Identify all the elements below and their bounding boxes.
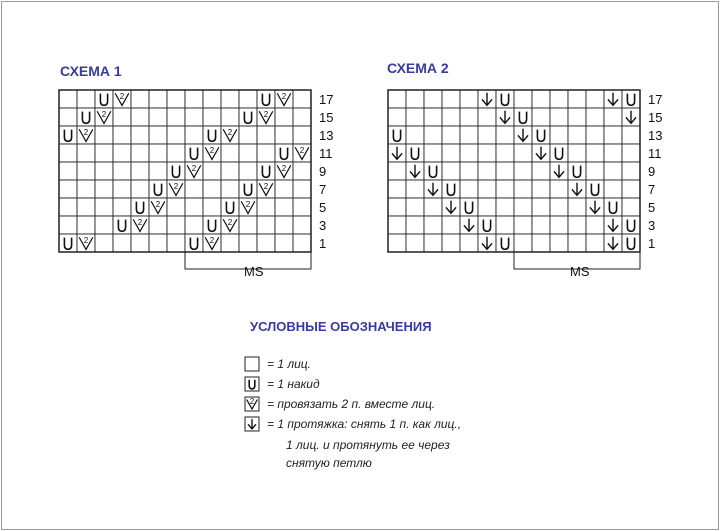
chart-cell — [293, 162, 311, 180]
chart-cell — [406, 126, 424, 144]
row-number: 1 — [319, 236, 327, 252]
chart-cell — [113, 180, 131, 198]
chart-cell — [586, 90, 604, 108]
chart-cell — [478, 126, 496, 144]
k2tog-digit: 2 — [119, 92, 125, 101]
chart-cell — [496, 198, 514, 216]
chart-cell — [478, 162, 496, 180]
row-number: 11 — [648, 146, 662, 162]
chart-cell — [149, 108, 167, 126]
chart-cell — [388, 216, 406, 234]
row-number: 5 — [648, 200, 656, 216]
row-number: 5 — [319, 200, 327, 216]
k2tog-digit: 2 — [245, 200, 251, 209]
chart-cell — [424, 198, 442, 216]
chart-cell — [203, 108, 221, 126]
chart-cell — [131, 180, 149, 198]
chart-cell — [442, 144, 460, 162]
chart-cell — [586, 126, 604, 144]
legend — [245, 357, 461, 431]
chart-cell — [131, 90, 149, 108]
chart-cell — [550, 180, 568, 198]
chart-cell — [532, 108, 550, 126]
chart-cell — [424, 234, 442, 252]
k2tog-digit: 2 — [173, 182, 179, 191]
chart-cell — [59, 180, 77, 198]
chart-cell — [550, 234, 568, 252]
chart-cell — [406, 90, 424, 108]
chart-cell — [275, 180, 293, 198]
k2tog-digit: 2 — [155, 200, 161, 209]
chart-cell — [293, 126, 311, 144]
legend-item-text: = 1 протяжка: снять 1 п. как лиц., — [267, 417, 462, 431]
chart-cell — [442, 108, 460, 126]
chart-cell — [478, 180, 496, 198]
chart-cell — [203, 198, 221, 216]
chart-cell — [478, 144, 496, 162]
row-number: 7 — [319, 182, 327, 198]
chart-cell — [293, 198, 311, 216]
chart-cell — [460, 180, 478, 198]
chart-cell — [95, 234, 113, 252]
chart-cell — [532, 90, 550, 108]
k2tog-digit: 2 — [227, 128, 233, 137]
chart-cell — [131, 144, 149, 162]
k2tog-digit: 2 — [83, 236, 89, 245]
chart-cell — [550, 126, 568, 144]
chart-cell — [113, 108, 131, 126]
row-number: 17 — [648, 92, 663, 108]
chart-cell — [550, 90, 568, 108]
k2tog-digit: 2 — [299, 146, 305, 155]
chart-cell — [167, 90, 185, 108]
chart-cell — [424, 144, 442, 162]
row-number: 13 — [648, 128, 663, 144]
row-number: 9 — [648, 164, 656, 180]
chart-cell — [95, 126, 113, 144]
chart-cell — [95, 162, 113, 180]
chart-cell — [77, 162, 95, 180]
chart-cell — [59, 198, 77, 216]
chart-cell — [568, 144, 586, 162]
k2tog-digit: 2 — [249, 397, 255, 406]
chart-cell — [257, 144, 275, 162]
row-number: 1 — [648, 236, 656, 252]
chart-cell — [149, 162, 167, 180]
chart-cell — [550, 108, 568, 126]
chart-cell — [59, 90, 77, 108]
chart-cell — [239, 144, 257, 162]
chart-cell — [442, 234, 460, 252]
chart-cell — [167, 216, 185, 234]
chart-cell — [514, 144, 532, 162]
row-number: 3 — [648, 218, 656, 234]
chart-cell — [388, 108, 406, 126]
chart-cell — [622, 198, 640, 216]
legend-item-text: = провязать 2 п. вместе лиц. — [267, 397, 436, 411]
chart-cell — [167, 198, 185, 216]
chart-cell — [568, 126, 586, 144]
k2tog-digit: 2 — [83, 128, 89, 137]
row-number: 13 — [319, 128, 334, 144]
chart-cell — [604, 162, 622, 180]
chart-cell — [514, 180, 532, 198]
row-number: 17 — [319, 92, 334, 108]
chart-cell — [149, 126, 167, 144]
chart-cell — [113, 234, 131, 252]
chart-cell — [113, 126, 131, 144]
chart-cell — [586, 144, 604, 162]
chart-cell — [59, 144, 77, 162]
chart-cell — [221, 144, 239, 162]
chart-cell — [185, 90, 203, 108]
chart-cell — [257, 216, 275, 234]
chart-cell — [568, 90, 586, 108]
chart-cell — [95, 216, 113, 234]
chart-cell — [95, 198, 113, 216]
chart-cell — [532, 234, 550, 252]
chart-cell — [149, 234, 167, 252]
chart-cell — [239, 90, 257, 108]
legend-swatch — [245, 357, 259, 371]
chart-cell — [586, 162, 604, 180]
chart-cell — [514, 216, 532, 234]
chart-cell — [275, 108, 293, 126]
chart-cell — [388, 162, 406, 180]
chart-cell — [460, 90, 478, 108]
row-number: 7 — [648, 182, 656, 198]
chart-cell — [95, 180, 113, 198]
chart-cell — [293, 90, 311, 108]
chart-cell — [568, 198, 586, 216]
chart-cell — [149, 144, 167, 162]
chart-cell — [622, 144, 640, 162]
chart-cell — [424, 126, 442, 144]
legend-item-text: = 1 накид — [267, 377, 320, 391]
k2tog-digit: 2 — [209, 146, 215, 155]
chart-cell — [275, 126, 293, 144]
chart-cell — [293, 108, 311, 126]
chart-cell — [185, 198, 203, 216]
chart-cell — [388, 90, 406, 108]
legend-title: УСЛОВНЫЕ ОБОЗНАЧЕНИЯ — [250, 319, 432, 334]
legend-item-text: = 1 лиц. — [267, 357, 311, 371]
chart-cell — [113, 144, 131, 162]
chart-cell — [604, 126, 622, 144]
chart-cell — [442, 162, 460, 180]
chart-cell — [460, 144, 478, 162]
chart-cell — [131, 108, 149, 126]
chart1-ms-label: MS — [244, 264, 264, 279]
chart-cell — [167, 126, 185, 144]
k2tog-digit: 2 — [263, 110, 269, 119]
chart2-ms-label: MS — [570, 264, 590, 279]
chart-cell — [77, 180, 95, 198]
chart-cell — [221, 108, 239, 126]
chart-cell — [185, 126, 203, 144]
k2tog-digit: 2 — [281, 164, 287, 173]
chart-cell — [406, 234, 424, 252]
chart-cell — [113, 198, 131, 216]
chart1-title: СХЕМА 1 — [60, 63, 122, 79]
chart-cell — [185, 180, 203, 198]
chart-cell — [532, 180, 550, 198]
chart-cell — [257, 234, 275, 252]
chart-cell — [167, 234, 185, 252]
chart-cell — [239, 162, 257, 180]
chart-cell — [460, 108, 478, 126]
chart-cell — [424, 216, 442, 234]
chart-cell — [550, 216, 568, 234]
chart-cell — [568, 108, 586, 126]
chart-cell — [221, 180, 239, 198]
chart-cell — [275, 234, 293, 252]
chart1-grid — [59, 90, 333, 269]
chart-cell — [149, 90, 167, 108]
chart-cell — [604, 108, 622, 126]
chart-cell — [239, 234, 257, 252]
chart-cell — [257, 126, 275, 144]
chart-cell — [131, 234, 149, 252]
legend-continuation-1: 1 лиц. и протянуть ее через — [286, 438, 450, 452]
k2tog-digit: 2 — [209, 236, 215, 245]
chart-cell — [604, 180, 622, 198]
chart-cell — [424, 108, 442, 126]
chart-cell — [95, 144, 113, 162]
chart-cell — [406, 108, 424, 126]
chart-cell — [239, 216, 257, 234]
k2tog-digit: 2 — [227, 218, 233, 227]
chart-cell — [77, 90, 95, 108]
chart-cell — [442, 216, 460, 234]
chart-cell — [622, 162, 640, 180]
chart-cell — [622, 180, 640, 198]
row-number: 3 — [319, 218, 327, 234]
chart-cell — [388, 234, 406, 252]
chart-cell — [131, 162, 149, 180]
chart-cell — [203, 90, 221, 108]
chart-cell — [406, 180, 424, 198]
chart-cell — [532, 216, 550, 234]
chart-cell — [442, 90, 460, 108]
chart-cell — [460, 162, 478, 180]
chart-cell — [293, 216, 311, 234]
chart-cell — [293, 234, 311, 252]
k2tog-digit: 2 — [101, 110, 107, 119]
chart-cell — [203, 180, 221, 198]
k2tog-digit: 2 — [191, 164, 197, 173]
chart-cell — [514, 198, 532, 216]
chart-cell — [293, 180, 311, 198]
row-number: 15 — [648, 110, 663, 126]
chart-cell — [59, 162, 77, 180]
chart-cell — [77, 144, 95, 162]
chart-cell — [77, 198, 95, 216]
row-number: 9 — [319, 164, 327, 180]
chart-cell — [59, 108, 77, 126]
chart-cell — [496, 126, 514, 144]
k2tog-digit: 2 — [137, 218, 143, 227]
chart2-title: СХЕМА 2 — [387, 60, 449, 76]
chart-cell — [388, 180, 406, 198]
chart-cell — [604, 144, 622, 162]
chart-cell — [460, 126, 478, 144]
chart-cell — [568, 216, 586, 234]
chart-cell — [478, 108, 496, 126]
chart-cell — [496, 216, 514, 234]
k2tog-digit: 2 — [263, 182, 269, 191]
chart-cell — [550, 198, 568, 216]
chart-cell — [406, 216, 424, 234]
chart-cell — [185, 108, 203, 126]
chart-cell — [622, 126, 640, 144]
chart-cell — [406, 198, 424, 216]
chart-cell — [532, 198, 550, 216]
chart-cell — [275, 198, 293, 216]
chart-cell — [586, 216, 604, 234]
chart-cell — [442, 126, 460, 144]
chart-cell — [568, 234, 586, 252]
chart-cell — [514, 162, 532, 180]
row-number: 11 — [319, 146, 333, 162]
chart-cell — [203, 162, 221, 180]
chart-cell — [77, 216, 95, 234]
chart-cell — [460, 234, 478, 252]
chart-cell — [478, 198, 496, 216]
chart-cell — [514, 90, 532, 108]
chart-cell — [221, 90, 239, 108]
chart-cell — [496, 162, 514, 180]
chart-cell — [185, 216, 203, 234]
chart-cell — [496, 144, 514, 162]
chart-cell — [586, 234, 604, 252]
chart-cell — [59, 216, 77, 234]
chart2-grid — [388, 90, 662, 269]
chart-cell — [532, 162, 550, 180]
chart-cell — [113, 162, 131, 180]
chart-cell — [167, 108, 185, 126]
row-number: 15 — [319, 110, 334, 126]
chart-cell — [221, 162, 239, 180]
chart-cell — [496, 180, 514, 198]
chart-cell — [424, 90, 442, 108]
chart-cell — [149, 216, 167, 234]
chart-cell — [257, 198, 275, 216]
chart-cell — [239, 126, 257, 144]
chart-cell — [514, 234, 532, 252]
chart-cell — [388, 198, 406, 216]
chart-cell — [167, 144, 185, 162]
chart-cell — [221, 234, 239, 252]
k2tog-digit: 2 — [281, 92, 287, 101]
chart-cell — [131, 126, 149, 144]
chart-cell — [586, 108, 604, 126]
chart-cell — [275, 216, 293, 234]
legend-continuation-2: снятую петлю — [286, 456, 372, 470]
